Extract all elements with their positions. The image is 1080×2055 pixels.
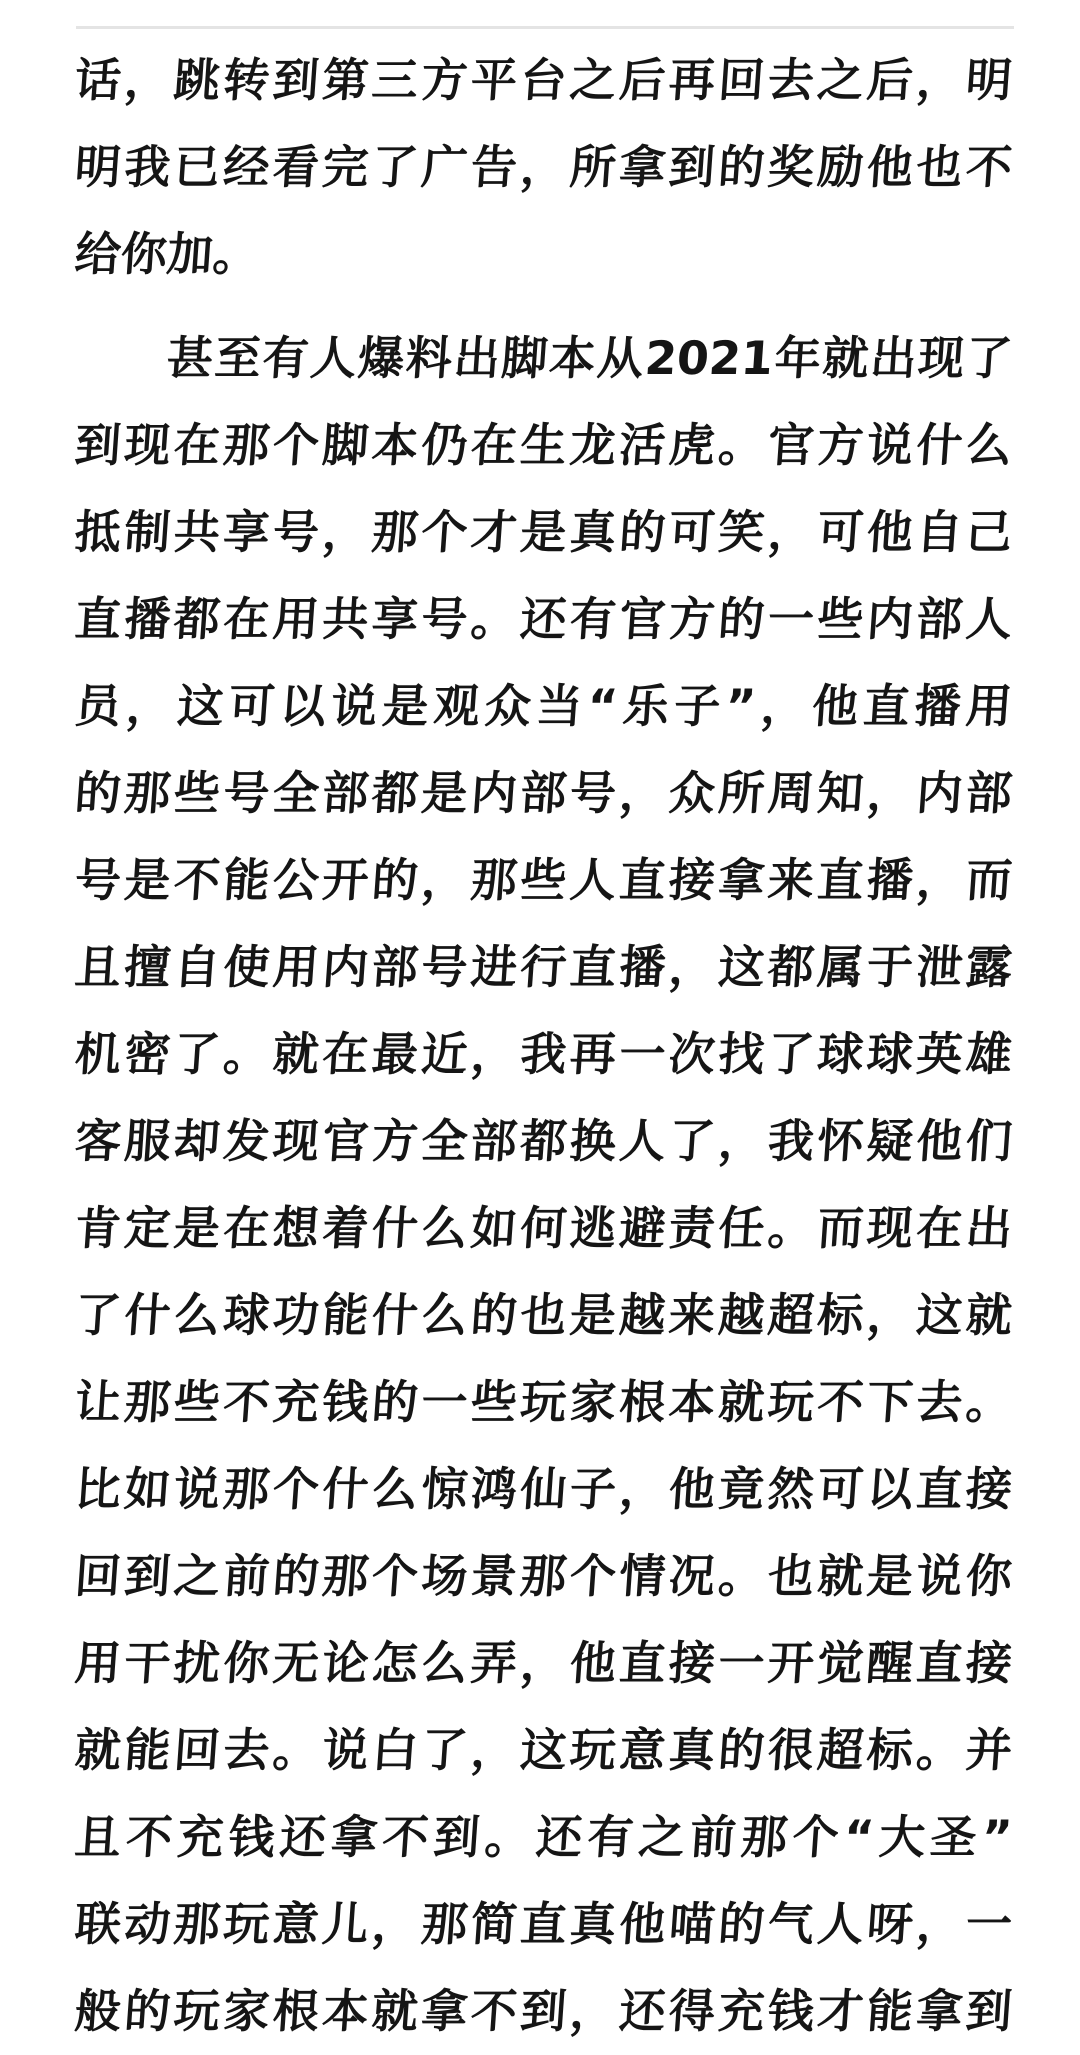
text-line: 给你加。	[73, 227, 261, 281]
text-line: 到现在那个脚本仍在生龙活虎。官方说什么	[73, 418, 1014, 472]
paragraph	[75, 37, 1012, 298]
text-line: 号是不能公开的，那些人直接拿来直播，而	[73, 853, 1014, 907]
text-line: 就能回去。说白了，这玩意真的很超标。并	[73, 1723, 1014, 1777]
text-line: 且擅自使用内部号进行直播，这都属于泄露	[73, 940, 1014, 994]
text-line: 直播都在用共享号。还有官方的一些内部人	[73, 592, 1014, 646]
text-line: 明我已经看完了广告，所拿到的奖励他也不	[73, 140, 1014, 194]
text-line: 且不充钱还拿不到。还有之前那个“大圣”	[73, 1810, 1014, 1864]
text-line: 回到之前的那个场景那个情况。也就是说你	[73, 1549, 1014, 1603]
text-line: 联动那玩意儿，那简直真他喵的气人呀，一	[73, 1897, 1014, 1951]
text-line: 肯定是在想着什么如何逃避责任。而现在出	[73, 1201, 1014, 1255]
text-line: 的那些号全部都是内部号，众所周知，内部	[73, 766, 1014, 820]
article-text	[75, 37, 1012, 2055]
text-line: 甚至有人爆料出脚本从2021年就出现了	[165, 331, 1014, 385]
text-line: 员，这可以说是观众当“乐子”，他直播用	[73, 679, 1014, 733]
section-divider	[76, 26, 1014, 29]
text-line: 让那些不充钱的一些玩家根本就玩不下去。	[73, 1375, 1014, 1429]
text-line: 客服却发现官方全部都换人了，我怀疑他们	[73, 1114, 1014, 1168]
text-line: 用干扰你无论怎么弄，他直接一开觉醒直接	[73, 1636, 1014, 1690]
text-line: 了什么球功能什么的也是越来越超标，这就	[73, 1288, 1014, 1342]
text-line: 比如说那个什么惊鸿仙子，他竟然可以直接	[73, 1462, 1014, 1516]
text-line: 话，跳转到第三方平台之后再回去之后，明	[73, 53, 1014, 107]
text-line: 机密了。就在最近，我再一次找了球球英雄	[73, 1027, 1014, 1081]
text-line-clipped: 般的玩家根本就拿不到，还得充钱才能拿到	[73, 1984, 1014, 2038]
paragraph	[75, 315, 1012, 2055]
text-line: 抵制共享号，那个才是真的可笑，可他自己	[73, 505, 1014, 559]
